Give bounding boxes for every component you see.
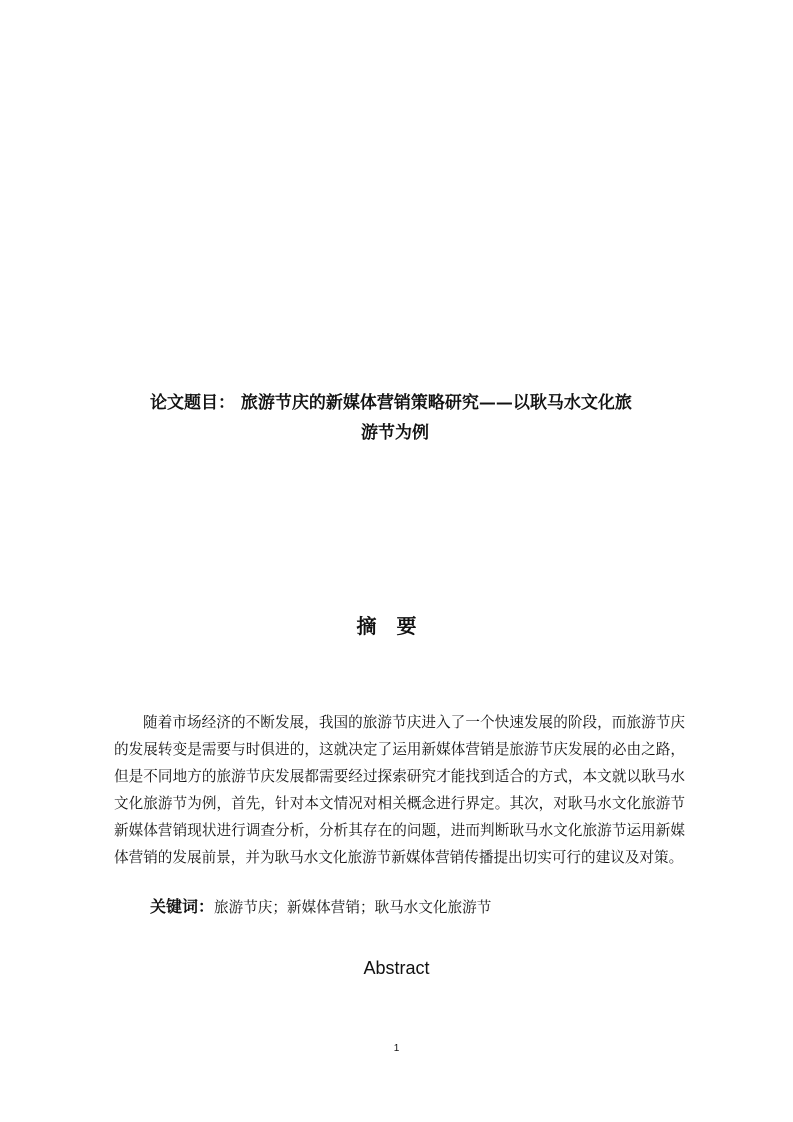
abstract-heading: 摘要 [356, 614, 437, 638]
keywords-text: 旅游节庆；新媒体营销；耿马水文化旅游节 [214, 899, 492, 916]
keywords-label: 关键词： [150, 897, 215, 916]
thesis-title-line-1: 论文题目： 旅游节庆的新媒体营销策略研究——以耿马水文化旅 [150, 393, 632, 413]
abstract-text: 随着市场经济的不断发展，我国的旅游节庆进入了一个快速发展的阶段，而旅游节庆的发展转变是需要与时俱进的，这就决定了运用新媒体营销是旅游节庆发展的必由之路，但是不同地方的旅游节庆发展都需要经过探索研究才能找到适合的方式，本文就以耿马水文化旅游节为例，首先，针对本文情况对相关概念进行界定。其次，对耿马水文化旅游节新媒体营销现状进行调查分析，分析其存在的问题，进而判断耿马水文化旅游节运用新媒体营销的发展前景，并为耿马水文化旅游节新媒体营销传播提出切实可行的建议及对策。 [114, 714, 685, 866]
abstract-en-heading: Abstract [363, 958, 430, 978]
abstract-body [114, 709, 685, 871]
thesis-title [150, 388, 690, 448]
thesis-title-line-2: 游节为例 [361, 423, 429, 443]
keywords-line [150, 894, 690, 921]
page-number: 1 [393, 1043, 400, 1054]
